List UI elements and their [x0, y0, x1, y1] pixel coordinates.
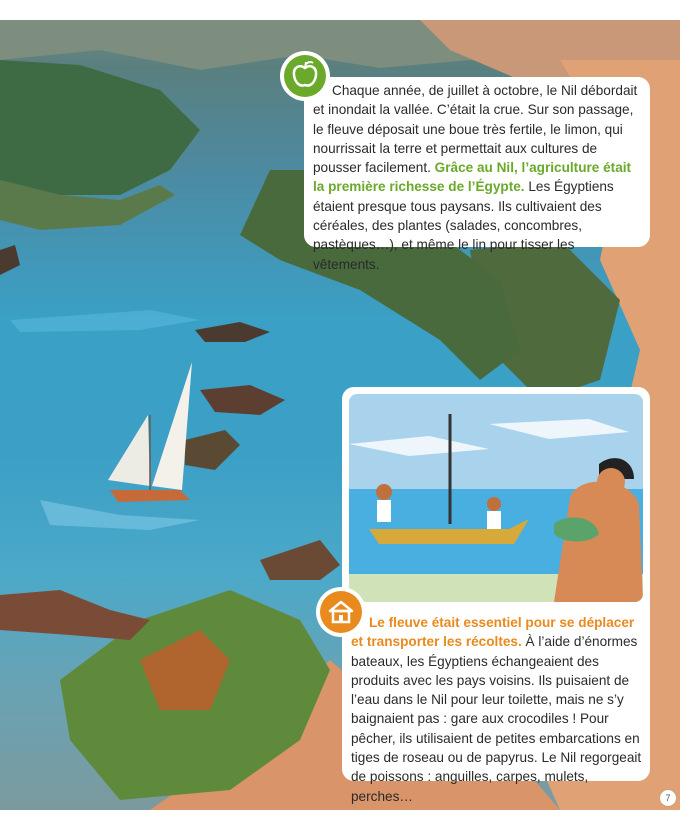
agriculture-text-box	[304, 77, 650, 272]
agriculture-paragraph	[313, 81, 640, 274]
agriculture-highlight: Grâce au Nil, l’agriculture était la première richesse de l’Égypte.	[313, 160, 632, 195]
agriculture-intro-text: Chaque année, de juillet à octobre, le Nil débordait et inondait la vallée. C’était la crue. Sur son passage, le fleuve déposait une boue très fertile, le limon, qui nourrissait la terre et permettait aux cultures de pousser facilement.	[313, 83, 638, 176]
page-number: 7	[659, 789, 677, 807]
transport-end-text: À l’aide d’énormes bateaux, les Égyptiens échangeaient des produits avec les pays voisins. Ils puisaient de l’eau dans le Nil pour leur toilette, mais ne s’y baignaient pas : gare aux crocodiles ! Pour pêcher, ils utilisaient de petites embarcations en tiges de roseau ou de papyrus. Le Nil regorgeait de poissons : anguilles, carpes, mulets, perches…	[351, 634, 642, 804]
house-icon	[316, 587, 366, 637]
transport-text-box	[342, 387, 650, 804]
transport-highlight: Le fleuve était essentiel pour se déplacer et transporter les récoltes.	[351, 615, 635, 650]
house-icon-graphic	[316, 587, 366, 637]
apple-icon	[280, 51, 330, 101]
boat-illustration	[349, 394, 643, 602]
agriculture-end-text: Les Égyptiens étaient presque tous paysans. Ils cultivaient des céréales, des plantes (salades, concombres, pastèques…), et même le lin pour tisser les vêtements.	[313, 179, 614, 272]
apple-icon-graphic	[280, 51, 330, 101]
boat-illustration-drawing	[349, 394, 643, 602]
transport-paragraph	[351, 613, 645, 806]
